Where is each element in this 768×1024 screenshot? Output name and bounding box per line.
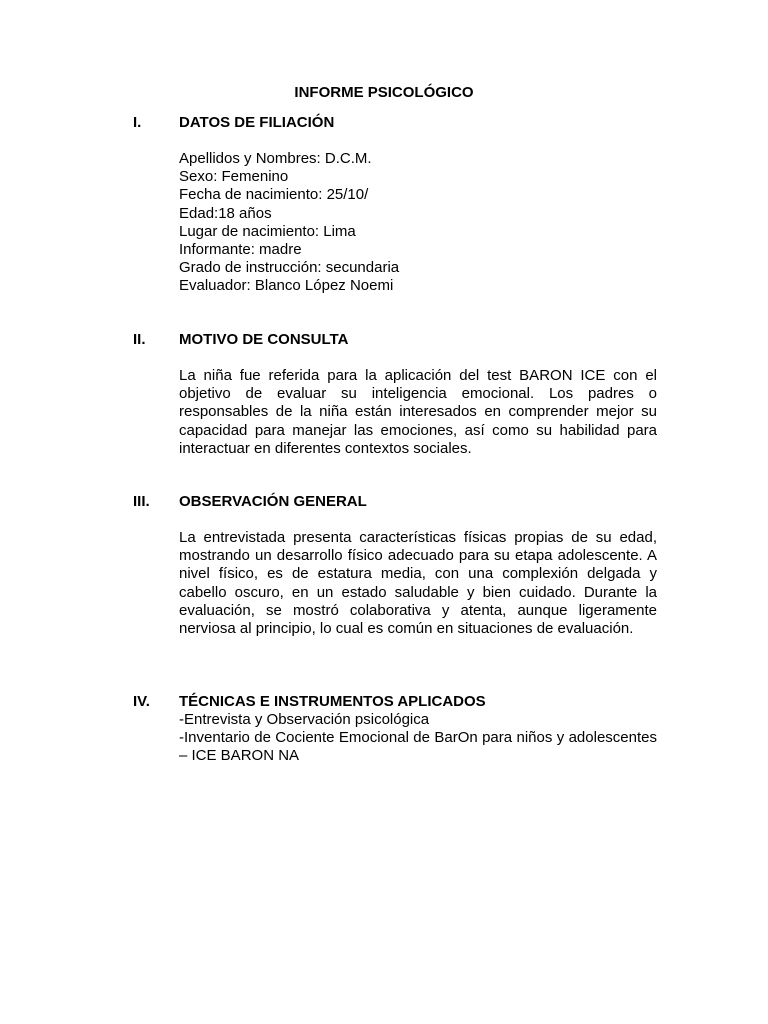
- section-heading: TÉCNICAS E INSTRUMENTOS APLICADOS: [179, 693, 486, 710]
- document-title: INFORME PSICOLÓGICO: [294, 84, 474, 101]
- section-number: I.: [133, 114, 142, 131]
- filiation-nombres: Apellidos y Nombres: D.C.M.: [179, 150, 372, 167]
- filiation-grado-instruccion: Grado de instrucción: secundaria: [179, 259, 400, 277]
- filiation-lugar-nacimiento: Lugar de nacimiento: Lima: [179, 222, 356, 240]
- filiation-list: [179, 150, 657, 296]
- section-heading: OBSERVACIÓN GENERAL: [179, 493, 367, 510]
- section-heading: MOTIVO DE CONSULTA: [179, 331, 349, 348]
- filiation-edad: Edad:18 años: [179, 204, 272, 222]
- section-tecnicas-instrumentos: [133, 693, 657, 766]
- section-number: II.: [133, 331, 146, 348]
- section-number: IV.: [133, 693, 150, 710]
- section-datos-filiacion: [133, 114, 657, 296]
- instrument-item: -Entrevista y Observación psicológica: [179, 711, 430, 728]
- instrument-item: -Inventario de Cociente Emocional de BarOn para niños y adolescentes – ICE BARON NA: [179, 729, 657, 765]
- section-paragraph: La entrevistada presenta características físicas propias de su edad, mostrando un desarrollo físico adecuado para su etapa adolescente. A nivel físico, es de estatura media, con una complexión delgada y cabello oscuro, en un estado saludable y bien cuidado. Durante la evaluación, se mostró colaborativa y atenta, aunque ligeramente nerviosa al principio, lo cual es común en situaciones de evaluación.: [179, 529, 657, 638]
- section-number: III.: [133, 493, 150, 510]
- filiation-sexo: Sexo: Femenino: [179, 168, 289, 186]
- section-motivo-consulta: [133, 331, 657, 458]
- section-observacion-general: [133, 493, 657, 638]
- filiation-evaluador: Evaluador: Blanco López Noemi: [179, 277, 394, 295]
- instruments-list: [179, 711, 657, 766]
- section-heading: DATOS DE FILIACIÓN: [179, 114, 335, 131]
- section-paragraph: La niña fue referida para la aplicación del test BARON ICE con el objetivo de evaluar su inteligencia emocional. Los padres o responsables de la niña están interesados en comprender mejor su capacidad para manejar las emociones, así como su habilidad para interactuar en diferentes contextos sociales.: [179, 367, 657, 457]
- filiation-fecha-nacimiento: Fecha de nacimiento: 25/10/: [179, 186, 369, 204]
- filiation-informante: Informante: madre: [179, 241, 302, 259]
